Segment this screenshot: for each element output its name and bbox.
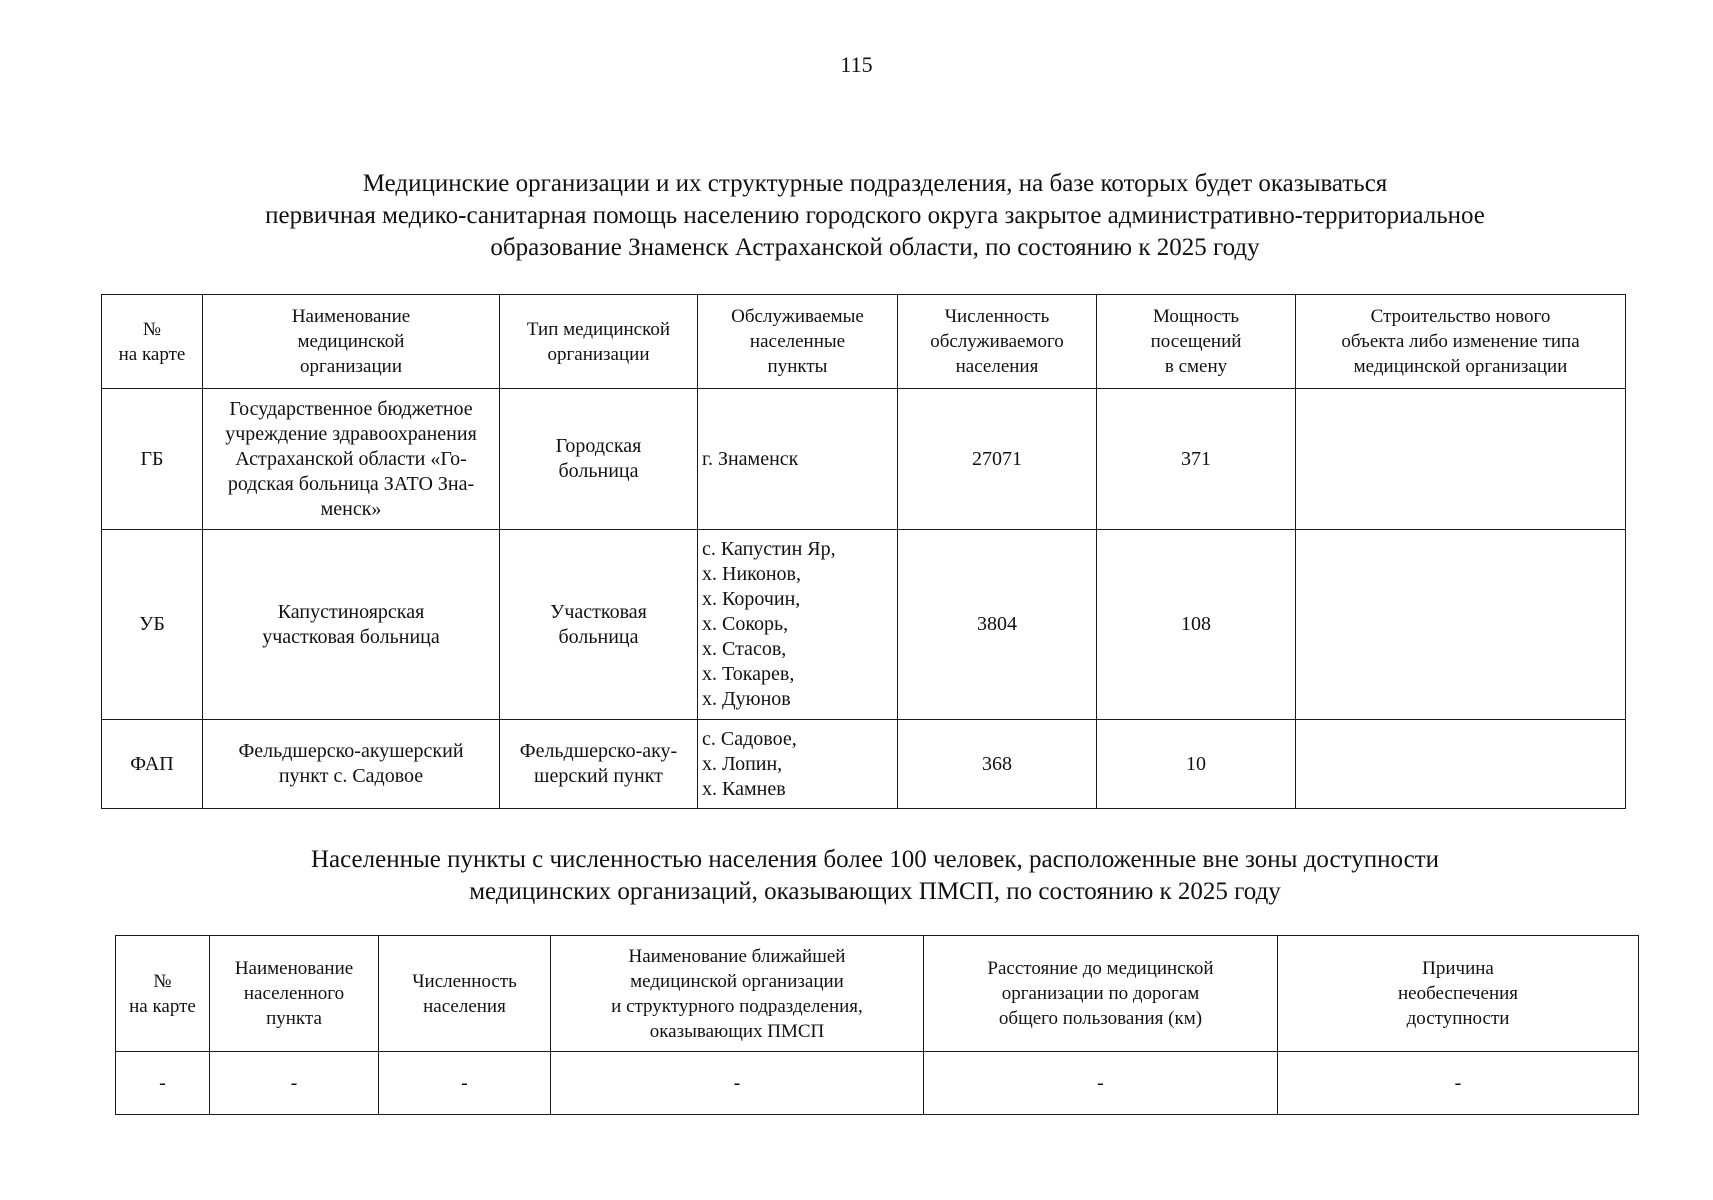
settlements-cell: с. Садовое, х. Лопин, х. Камнев bbox=[698, 720, 898, 809]
header-population: Численность населения bbox=[379, 936, 551, 1052]
construction-cell bbox=[1296, 389, 1626, 530]
table-header-row bbox=[116, 936, 1639, 1052]
medical-organizations-table bbox=[101, 294, 1626, 809]
table-row bbox=[102, 720, 1626, 809]
table-row bbox=[116, 1052, 1639, 1115]
capacity-cell: 10 bbox=[1097, 720, 1296, 809]
construction-cell bbox=[1296, 530, 1626, 720]
population-cell: 27071 bbox=[898, 389, 1097, 530]
header-reason: Причина необеспечения доступности bbox=[1278, 936, 1639, 1052]
section1-title bbox=[100, 168, 1650, 264]
header-map-number: № на карте bbox=[116, 936, 210, 1052]
header-organization-type: Тип медицинской организации bbox=[500, 295, 698, 389]
header-nearest-organization: Наименование ближайшей медицинской организации и структурного подразделения, оказывающих ПМСП bbox=[551, 936, 924, 1052]
settlements-outside-access-table bbox=[115, 935, 1639, 1115]
organization-name-cell: Государственное бюджетное учреждение здравоохранения Астраханской области «Го- родская больница ЗАТО Зна- менск» bbox=[203, 389, 500, 530]
organization-name-cell: Капустиноярская участковая больница bbox=[203, 530, 500, 720]
header-distance: Расстояние до медицинской организации по дорогам общего пользования (км) bbox=[924, 936, 1278, 1052]
settlement-name-cell: - bbox=[210, 1052, 379, 1115]
section1-title-line: образование Знаменск Астраханской области, по состоянию к 2025 году bbox=[490, 234, 1260, 261]
table-header-row bbox=[102, 295, 1626, 389]
population-cell: - bbox=[379, 1052, 551, 1115]
construction-cell bbox=[1296, 720, 1626, 809]
settlements-cell: г. Знаменск bbox=[698, 389, 898, 530]
section2-title bbox=[100, 844, 1650, 908]
nearest-organization-cell: - bbox=[551, 1052, 924, 1115]
header-organization-name: Наименование медицинской организации bbox=[203, 295, 500, 389]
header-capacity: Мощность посещений в смену bbox=[1097, 295, 1296, 389]
section2-title-line: Населенные пункты с численностью населения более 100 человек, расположенные вне зоны доступности bbox=[310, 846, 1440, 873]
distance-cell: - bbox=[924, 1052, 1278, 1115]
population-cell: 3804 bbox=[898, 530, 1097, 720]
section1-title-line: первичная медико-санитарная помощь населению городского округа закрытое административно-территориальное bbox=[265, 202, 1485, 229]
section1-title-line: Медицинские организации и их структурные подразделения, на базе которых будет оказываться bbox=[362, 170, 1388, 197]
map-code-cell: ГБ bbox=[102, 389, 203, 530]
population-cell: 368 bbox=[898, 720, 1097, 809]
settlements-cell: с. Капустин Яр, х. Никонов, х. Корочин, х. Сокорь, х. Стасов, х. Токарев, х. Дуюнов bbox=[698, 530, 898, 720]
table-row bbox=[102, 530, 1626, 720]
organization-type-cell: Фельдшерско-аку- шерский пункт bbox=[500, 720, 698, 809]
table-row bbox=[102, 389, 1626, 530]
section2-title-line: медицинских организаций, оказывающих ПМСП, по состоянию к 2025 году bbox=[469, 878, 1281, 905]
header-settlements: Обслуживаемые населенные пункты bbox=[698, 295, 898, 389]
map-number-cell: - bbox=[116, 1052, 210, 1115]
header-map-number: № на карте bbox=[102, 295, 203, 389]
organization-type-cell: Участковая больница bbox=[500, 530, 698, 720]
capacity-cell: 371 bbox=[1097, 389, 1296, 530]
capacity-cell: 108 bbox=[1097, 530, 1296, 720]
header-construction: Строительство нового объекта либо изменение типа медицинской организации bbox=[1296, 295, 1626, 389]
header-population: Численность обслуживаемого населения bbox=[898, 295, 1097, 389]
organization-name-cell: Фельдшерско-акушерский пункт с. Садовое bbox=[203, 720, 500, 809]
organization-type-cell: Городская больница bbox=[500, 389, 698, 530]
map-code-cell: УБ bbox=[102, 530, 203, 720]
page-number: 115 bbox=[840, 52, 873, 77]
reason-cell: - bbox=[1278, 1052, 1639, 1115]
map-code-cell: ФАП bbox=[102, 720, 203, 809]
header-settlement-name: Наименование населенного пункта bbox=[210, 936, 379, 1052]
